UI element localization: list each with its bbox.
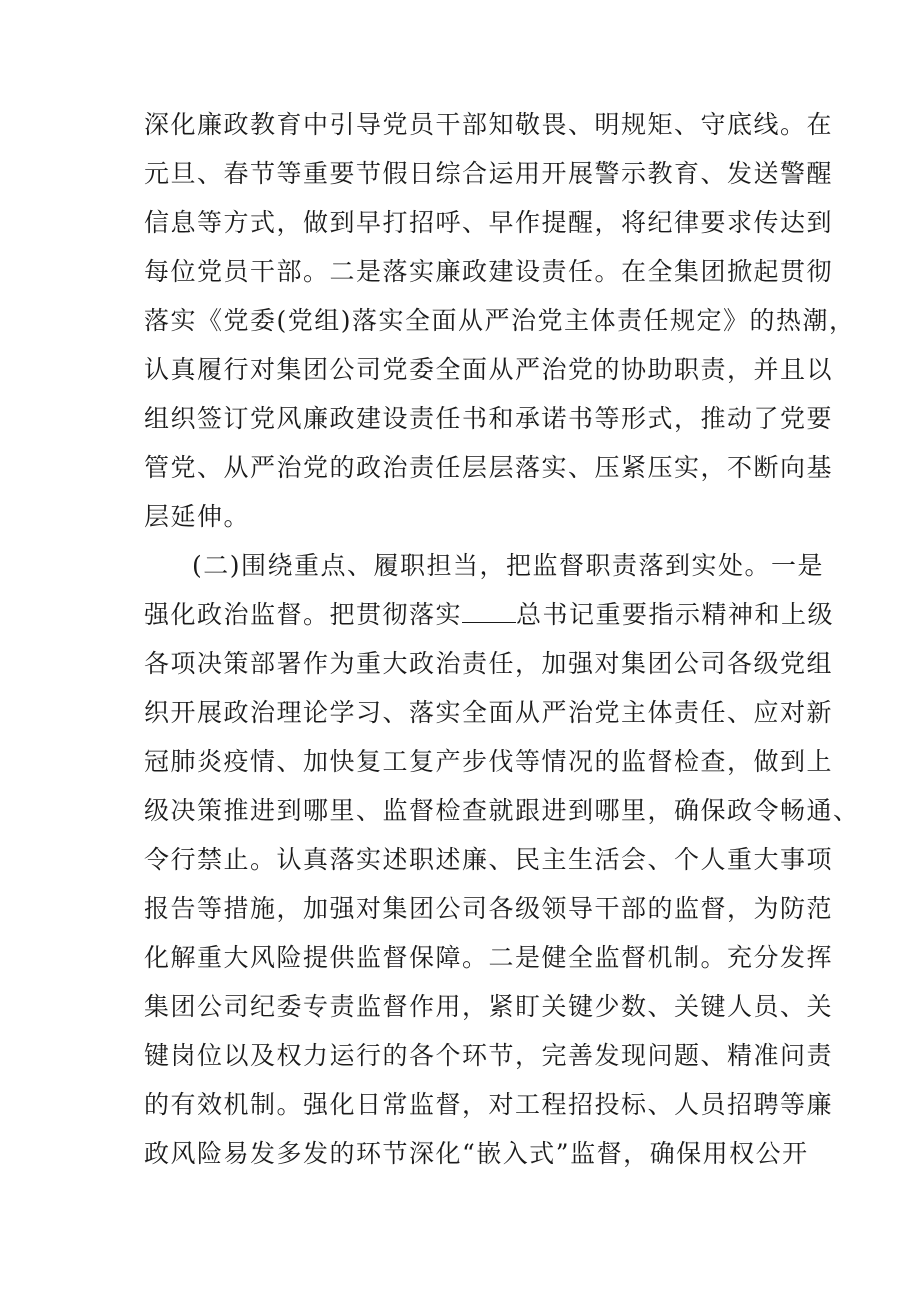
text-line: 每位党员干部。二是落实廉政建设责任。在全集团掀起贯彻 <box>144 257 834 286</box>
paragraph-heading-line: (二)围绕重点、履职担当，把监督职责落到实处。一是 <box>192 551 825 580</box>
text-line: 的有效机制。强化日常监督，对工程招投标、人员招聘等廉 <box>144 1090 834 1119</box>
text-line: 冠肺炎疫情、加快复工复产步伐等情况的监督检查，做到上 <box>144 747 834 776</box>
text-line: 键岗位以及权力运行的各个环节，完善发现问题、精准问责 <box>144 1041 834 1070</box>
text-line: 集团公司纪委专责监督作用，紧盯关键少数、关键人员、关 <box>144 992 834 1021</box>
text-line: 落实《党委(党组)落实全面从严治党主体责任规定》的热潮， <box>144 306 856 335</box>
text-line: 组织签订党风廉政建设责任书和承诺书等形式，推动了党要 <box>144 404 834 433</box>
text-line: 报告等措施，加强对集团公司各级领导干部的监督，为防范 <box>144 894 834 923</box>
text-line: 织开展政治理论学习、落实全面从严治党主体责任、应对新 <box>144 698 834 727</box>
text-line: 信息等方式，做到早打招呼、早作提醒，将纪律要求传达到 <box>144 208 834 237</box>
text-segment: 总书记重要指示精神和上级 <box>516 600 835 629</box>
text-line: 政风险易发多发的环节深化“嵌入式”监督，确保用权公开 <box>144 1139 809 1168</box>
text-line: 管党、从严治党的政治责任层层落实、压紧压实，不断向基 <box>144 453 834 482</box>
text-segment: 强化政治监督。把贯彻落实 <box>144 600 463 629</box>
text-line-with-blank <box>144 598 834 632</box>
text-line: 深化廉政教育中引导党员干部知敬畏、明规矩、守底线。在 <box>144 110 834 139</box>
text-line: 化解重大风险提供监督保障。二是健全监督机制。充分发挥 <box>144 943 834 972</box>
text-line: 元旦、春节等重要节假日综合运用开展警示教育、发送警醒 <box>144 159 834 188</box>
fill-in-blank <box>462 600 516 623</box>
text-line: 认真履行对集团公司党委全面从严治党的协助职责，并且以 <box>144 355 834 384</box>
text-line: 层延伸。 <box>144 502 251 531</box>
text-line: 令行禁止。认真落实述职述廉、民主生活会、个人重大事项 <box>144 845 834 874</box>
text-line: 级决策推进到哪里、监督检查就跟进到哪里，确保政令畅通、 <box>144 796 860 825</box>
text-line: 各项决策部署作为重大政治责任，加强对集团公司各级党组 <box>144 649 834 678</box>
